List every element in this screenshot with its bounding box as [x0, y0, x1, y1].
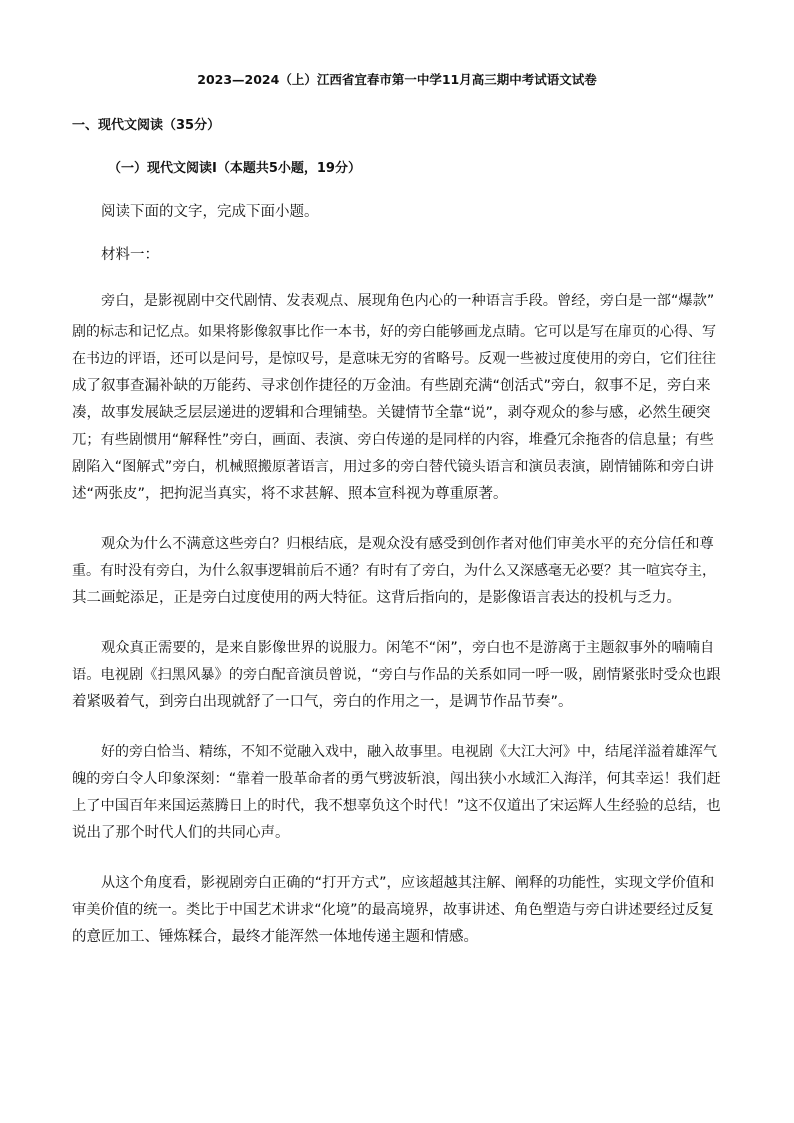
section-heading: 一、现代文阅读（35分）: [72, 118, 221, 133]
paragraph-line: 剧的标志和记忆点。如果将影像叙事比作一本书，好的旁白能够画龙点睛。它可以是写在扉页的心得、写: [72, 324, 716, 340]
paragraph-line: 从这个角度看，影视剧旁白正确的“打开方式”，应该超越其注解、阐释的功能性，实现文学价值和: [101, 875, 715, 891]
paragraph-line: 的意匠加工、锤炼糅合，最终才能浑然一体地传递主题和情感。: [72, 929, 478, 945]
paragraph-line: 述“两张皮”，把拘泥当真实，将不求甚解、照本宣科视为尊重原著。: [72, 486, 508, 502]
paragraph-line: 上了中国百年来国运蒸腾日上的时代，我不想辜负这个时代！”这不仅道出了宋运辉人生经验的总结，也: [72, 798, 721, 814]
exam-title: 2023—2024（上）江西省宜春市第一中学11月高三期中考试语文试卷: [197, 72, 597, 87]
paragraph-line: 旁白，是影视剧中交代剧情、发表观点、展现角色内心的一种语言手段。曾经，旁白是一部“爆款”: [101, 293, 715, 309]
paragraph-line: 在书边的评语，还可以是问号，是惊叹号，是意味无穷的省略号。反观一些被过度使用的旁白，它们往往: [72, 351, 716, 367]
paragraph-line: 好的旁白恰当、精练，不知不觉融入戏中，融入故事里。电视剧《大江大河》中，结尾洋溢着雄浑气: [101, 744, 717, 760]
paragraph-line: 审美价值的统一。类比于中国艺术讲求“化境”的最高境界，故事讲述、角色塑造与旁白讲述要经过反复: [72, 902, 714, 918]
paragraph-line: 说出了那个时代人们的共同心声。: [72, 825, 290, 841]
paragraph-line: 其二画蛇添足，正是旁白过度使用的两大特征。这背后指向的，是影像语言表达的投机与乏力。: [72, 590, 681, 606]
paragraph-line: 着紧吸着气，到旁白出现就舒了一口气，旁白的作用之一，是调节作品节奏”。: [72, 694, 573, 710]
paragraph-line: 观众为什么不满意这些旁白？归根结底，是观众没有感受到创作者对他们审美水平的充分信任和尊: [101, 536, 714, 552]
paragraph-line: 观众真正需要的，是来自影像世界的说服力。闲笔不“闲”，旁白也不是游离于主题叙事外的喃喃自: [101, 640, 715, 656]
subsection-heading: （一）现代文阅读Ⅰ（本题共5小题，19分）: [108, 161, 361, 176]
instruction-text: 阅读下面的文字，完成下面小题。: [101, 204, 319, 220]
paragraph-line: 成了叙事查漏补缺的万能药、寻求创作捷径的万金油。有些剧充满“创活式”旁白，叙事不足，旁白来: [72, 378, 711, 394]
paragraph-line: 剧陷入“图解式”旁白，机械照搬原著语言，用过多的旁白替代镜头语言和演员表演，剧情铺陈和旁白讲: [72, 459, 714, 475]
paragraph-line: 语。电视剧《扫黑风暴》的旁白配音演员曾说，“旁白与作品的关系如同一呼一吸，剧情紧张时受众也跟: [72, 667, 721, 683]
paragraph-line: 魄的旁白令人印象深刻：“靠着一股革命者的勇气劈波斩浪，闯出狭小水域汇入海洋，何其幸运！我们赶: [72, 771, 721, 787]
paragraph-line: 重。有时没有旁白，为什么叙事逻辑前后不通？有时有了旁白，为什么又深感毫无必要？其一喧宾夺主，: [72, 563, 716, 579]
paragraph-line: 凑，故事发展缺乏层层递进的逻辑和合理铺垫。关键情节全靠“说”，剥夺观众的参与感，必然生硬突: [72, 405, 711, 421]
paragraph-line: 兀；有些剧惯用“解释性”旁白，画面、表演、旁白传递的是同样的内容，堆叠冗余拖沓的信息量；有些: [72, 432, 714, 448]
material-label: 材料一：: [101, 247, 159, 263]
